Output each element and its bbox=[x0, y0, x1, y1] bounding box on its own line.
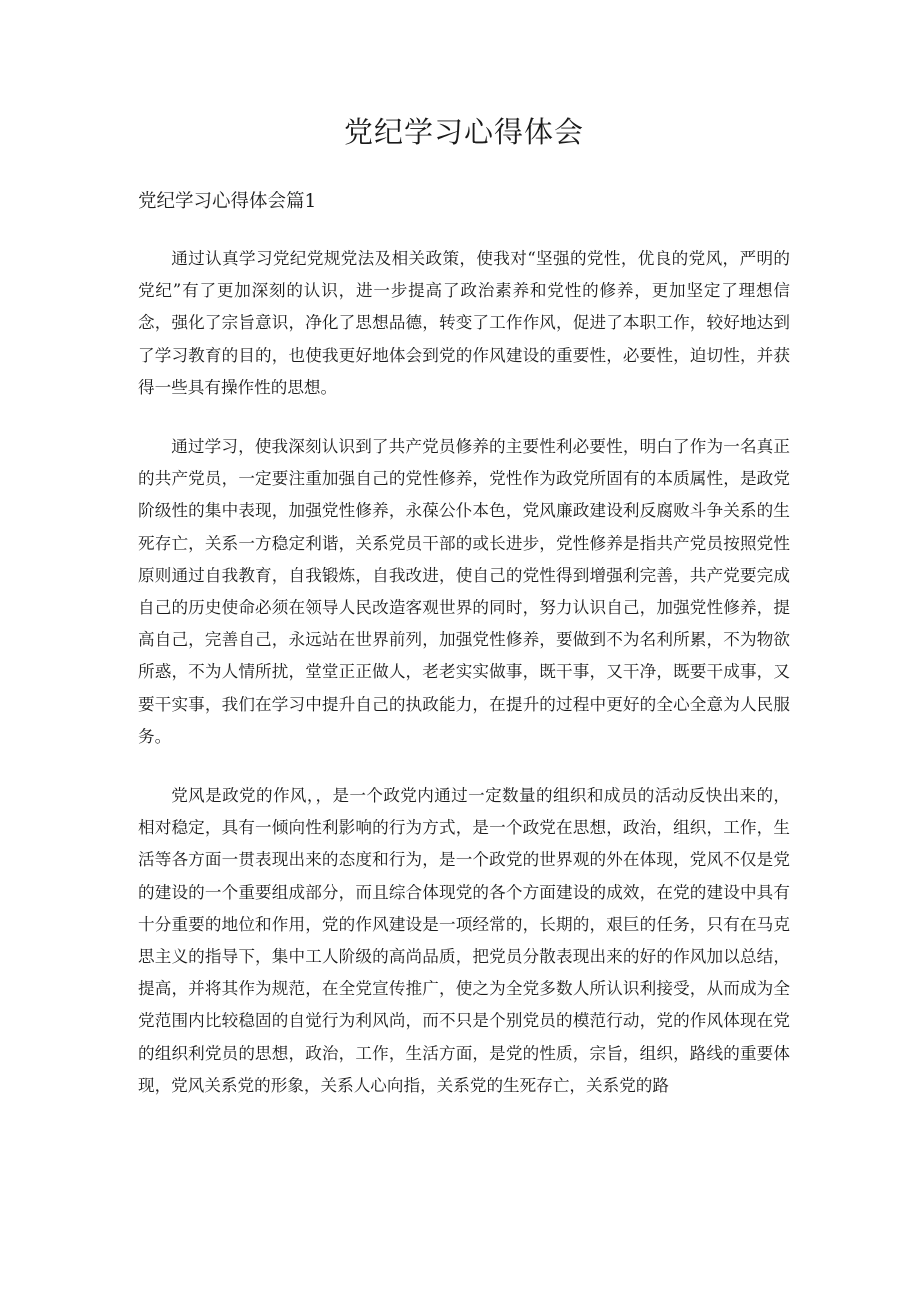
body-paragraph-3: 党风是政党的作风，，是一个政党内通过一定数量的组织和成员的活动反快出来的，相对稳定，具有一倾向性利影响的行为方式，是一个政党在思想，政治，组织，工作，生活等各方面一贯表现出来的态度和行为，是一个政党的世界观的外在体现，党风不仅是党的建设的一个重要组成部分，而且综合体现党的各个方面建设的成效，在党的建设中具有十分重要的地位和作用，党的作风建设是一项经常的，长期的，艰巨的任务，只有在马克思主义的指导下，集中工人阶级的高尚品质，把党员分散表现出来的好的作风加以总结，提高，并将其作为规范，在全党宣传推广，使之为全党多数人所认识利接受，从而成为全党范围内比较稳固的自觉行为利风尚，而不只是个别党员的模范行动，党的作风体现在党的组织利党员的思想，政治，工作，生活方面，是党的性质，宗旨，组织，路线的重要体现，党风关系党的形象，关系人心向指，关系党的生死存亡，关系党的路 bbox=[138, 786, 790, 1095]
body-paragraph-1: 通过认真学习党纪党规党法及相关政策，使我对“坚强的党性，优良的党风，严明的党纪”有了更加深刻的认识，进一步提高了政治素养和党性的修养，更加坚定了理想信念，强化了宗旨意识，净化了思想品德，转变了工作作风，促进了本职工作，较好地达到了学习教育的目的，也使我更好地体会到党的作风建设的重要性，必要性，迫切性，并获得一些具有操作性的思想。 bbox=[138, 249, 790, 397]
section-title: 党纪学习心得体会篇1 bbox=[138, 191, 317, 212]
document-title: 党纪学习心得体会 bbox=[343, 115, 584, 149]
body-paragraph-2: 通过学习，使我深刻认识到了共产党员修养的主要性利必要性，明白了作为一名真正的共产党员，一定要注重加强自己的党性修养，党性作为政党所固有的本质属性，是政党阶级性的集中表现，加强党性修养，永葆公仆本色，党风廉政建设利反腐败斗争关系的生死存亡，关系一方稳定利谐，关系党员干部的或长进步，党性修养是指共产党员按照党性原则通过自我教育，自我锻炼，自我改进，使自己的党性得到增强利完善，共产党要完成自己的历史使命必须在领导人民改造客观世界的同时，努力认识自己，加强党性修养，提高自己，完善自己，永远站在世界前列，加强党性修养，要做到不为名利所累，不为物欲所惑，不为人情所扰，堂堂正正做人，老老实实做事，既干事，又干净，既要干成事，又要干实事，我们在学习中提升自己的执政能力，在提升的过程中更好的全心全意为人民服务。 bbox=[138, 437, 790, 746]
